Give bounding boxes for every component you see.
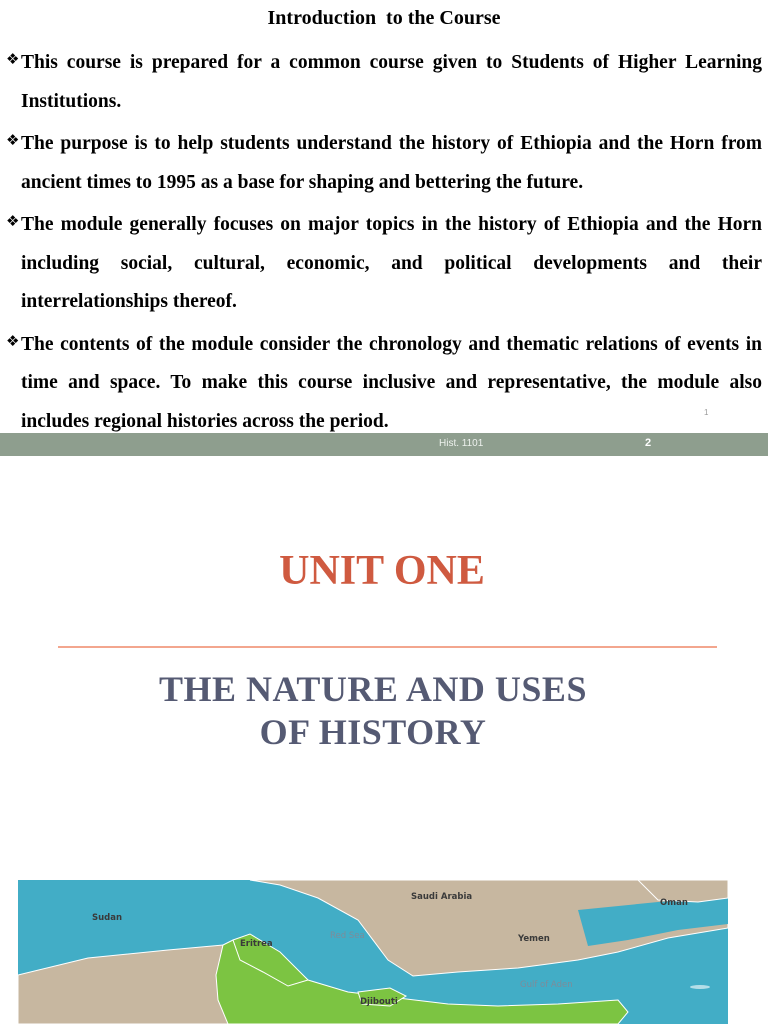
bullet-item: [6, 44, 762, 121]
map-label-gulf-of-aden: Gulf of Aden: [520, 980, 573, 990]
map-label-sudan: Sudan: [92, 913, 123, 923]
bullet-item: [6, 125, 762, 202]
footer-course-code: Hist. 1101: [439, 438, 484, 449]
map-label-saudi-arabia: Saudi Arabia: [411, 892, 473, 902]
bullet-text: The contents of the module consider the chronology and thematic relations of events in time and space. To make this course inclusive and representative, the module also includes regional histories across the period.: [21, 333, 762, 432]
horn-of-africa-map: [18, 880, 728, 1024]
unit-title: UNIT ONE: [279, 548, 485, 594]
map-label-oman: Oman: [660, 898, 688, 908]
map-label-eritrea: Eritrea: [240, 939, 273, 949]
intro-title: Introduction to the Course: [267, 7, 501, 29]
map-island: [690, 985, 710, 989]
map-label-djibouti: Djibouti: [360, 997, 398, 1007]
bullet-item: [6, 326, 762, 442]
footer-page-number: 2: [645, 437, 652, 449]
title-divider: [58, 646, 717, 648]
bullet-text: This course is prepared for a common course given to Students of Higher Learning Institutions.: [21, 52, 762, 112]
unit-subtitle: [0, 668, 746, 754]
unit-subtitle-line-1: THE NATURE AND USES: [159, 669, 587, 709]
bullet-text: The module generally focuses on major topics in the history of Ethiopia and the Horn including social, cultural, economic, and political developments and their interrelationships thereof.: [21, 214, 762, 312]
four-diamond-bullet-icon: ❖: [6, 131, 20, 149]
map-label-yemen: Yemen: [518, 934, 550, 944]
four-diamond-bullet-icon: ❖: [6, 212, 20, 230]
slide-footer: [0, 433, 768, 456]
course-intro-slide: [0, 0, 768, 433]
bullet-list: [6, 44, 762, 445]
small-slide-number: 1: [704, 408, 709, 417]
four-diamond-bullet-icon: ❖: [6, 331, 20, 350]
map-label-red-sea: Red Sea: [330, 931, 365, 941]
four-diamond-bullet-icon: ❖: [6, 50, 20, 68]
unit-subtitle-line-2: OF HISTORY: [259, 712, 487, 752]
bullet-item: [6, 206, 762, 322]
bullet-text: The purpose is to help students understand the history of Ethiopia and the Horn from ancient times to 1995 as a base for shaping and bettering the future.: [21, 133, 762, 193]
